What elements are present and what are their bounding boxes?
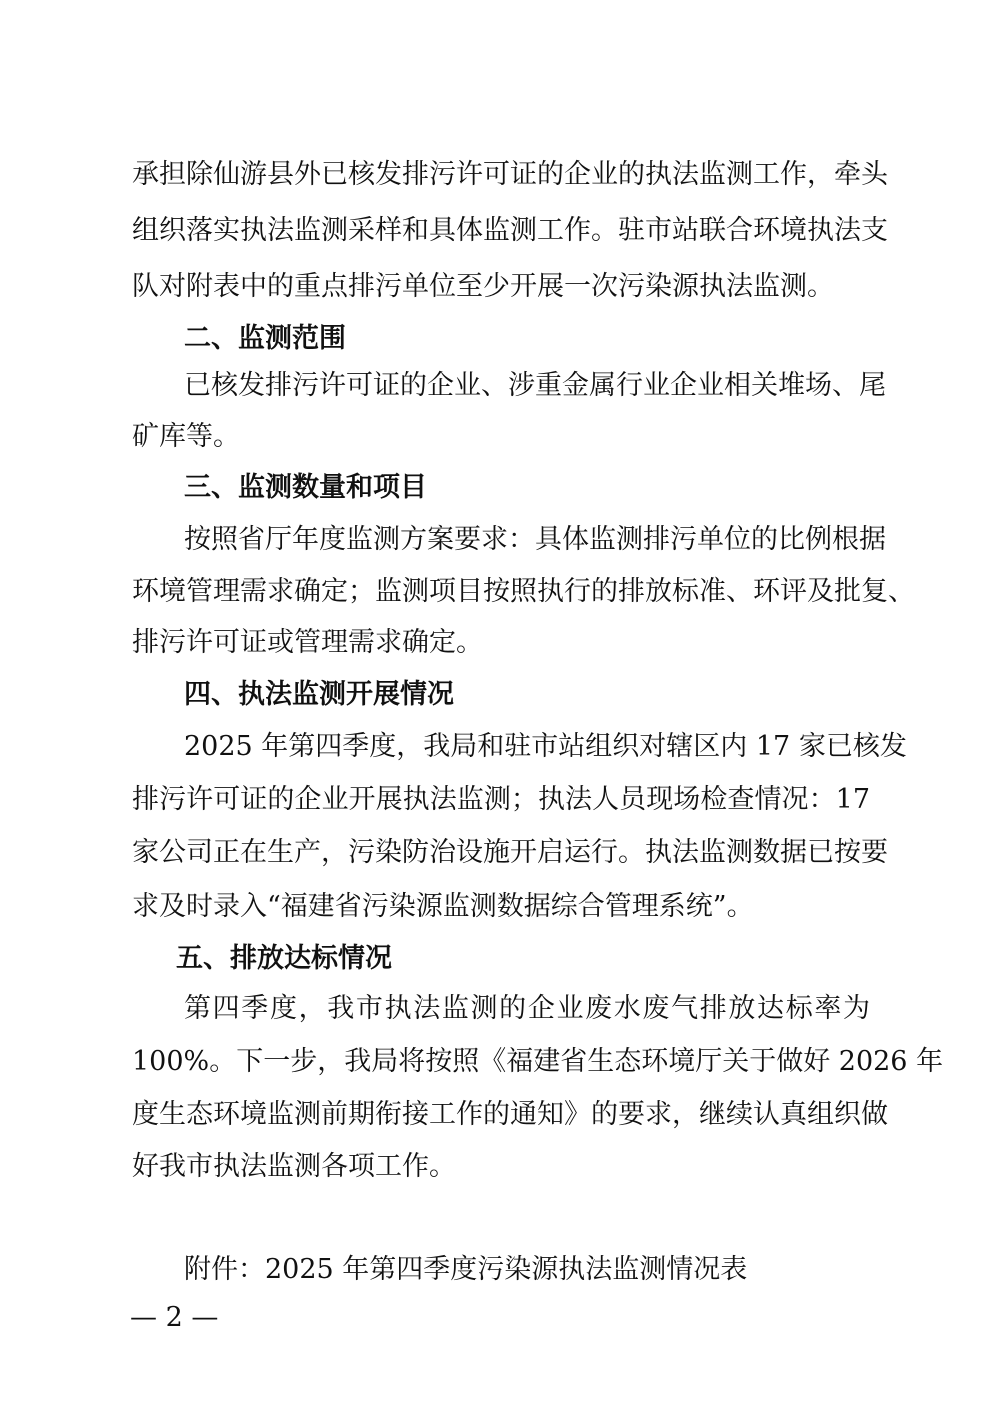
body-line: 2025 年第四季度，我局和驻市站组织对辖区内 17 家已核发: [184, 731, 907, 762]
page-number: — 2 —: [130, 1302, 219, 1333]
body-line: 按照省厅年度监测方案要求：具体监测排污单位的比例根据: [184, 524, 886, 555]
body-line: 排污许可证或管理需求确定。: [132, 627, 483, 658]
section-heading: 二、监测范围: [184, 323, 346, 354]
body-line: 求及时录入“福建省污染源监测数据综合管理系统”。: [132, 891, 754, 922]
body-line: 队对附表中的重点排污单位至少开展一次污染源执法监测。: [132, 271, 834, 302]
body-line: 第四季度，我市执法监测的企业废水废气排放达标率为: [184, 993, 870, 1024]
body-line: 100%。下一步，我局将按照《福建省生态环境厅关于做好 2026 年: [132, 1046, 944, 1077]
section-heading: 三、监测数量和项目: [184, 472, 427, 503]
body-line: 承担除仙游县外已核发排污许可证的企业的执法监测工作，牵头: [132, 159, 888, 190]
body-line: 矿库等。: [132, 421, 240, 452]
body-line: 家公司正在生产，污染防治设施开启运行。执法监测数据已按要: [132, 837, 888, 868]
section-heading: 五、排放达标情况: [176, 943, 392, 974]
section-heading: 四、执法监测开展情况: [184, 679, 454, 710]
attachment-note: 附件：2025 年第四季度污染源执法监测情况表: [184, 1254, 748, 1285]
body-line: 排污许可证的企业开展执法监测；执法人员现场检查情况：17: [132, 784, 870, 815]
body-line: 度生态环境监测前期衔接工作的通知》的要求，继续认真组织做: [132, 1099, 888, 1130]
body-line: 组织落实执法监测采样和具体监测工作。驻市站联合环境执法支: [132, 215, 888, 246]
body-line: 已核发排污许可证的企业、涉重金属行业企业相关堆场、尾: [184, 370, 886, 401]
body-line: 环境管理需求确定；监测项目按照执行的排放标准、环评及批复、: [132, 576, 915, 607]
body-line: 好我市执法监测各项工作。: [132, 1151, 456, 1182]
